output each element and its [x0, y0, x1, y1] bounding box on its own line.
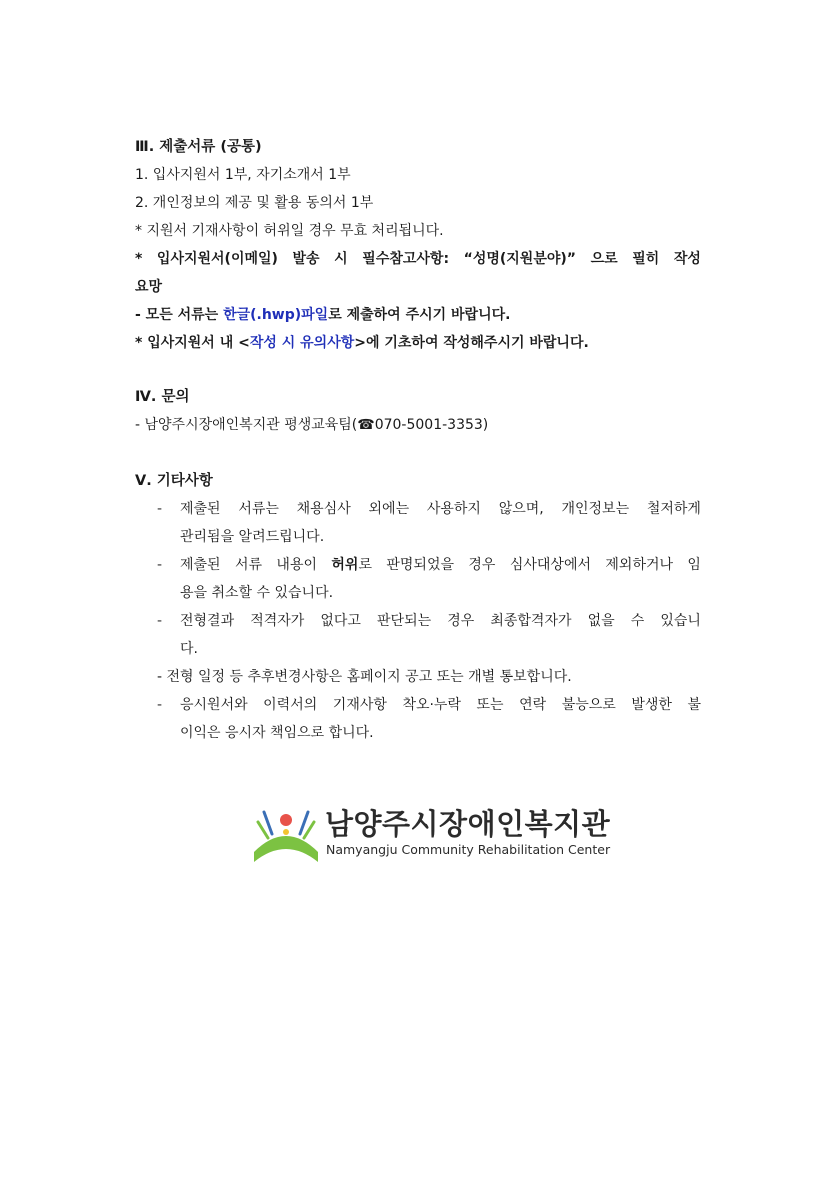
note3-highlight: 한글(.hwp)파일	[223, 307, 329, 323]
logo-name-english: Namyangju Community Rehabilitation Center	[326, 842, 611, 857]
section3-item2: 2. 개인정보의 제공 및 활용 동의서 1부	[135, 195, 374, 211]
item3-word: 적격자가	[250, 613, 305, 629]
item2-word: 내용이	[276, 557, 317, 573]
item1-word: 채용심사	[296, 501, 351, 517]
item1-word: 서류는	[238, 501, 279, 517]
note4-highlight: 작성 시 유의사항	[249, 335, 355, 351]
section4-contact: - 남양주시장애인복지관 평생교육팀(☎070-5001-3353)	[135, 417, 489, 433]
item3-word: 전형결과	[180, 613, 235, 629]
item2-word: 서류	[234, 557, 263, 573]
item2-word: 임	[687, 557, 701, 573]
item2-word: 제출된	[180, 557, 221, 573]
item5-word: 응시원서와	[180, 697, 248, 713]
item3-word: 최종합격자가	[490, 613, 572, 629]
note2-word: 입사지원서(이메일)	[156, 251, 278, 267]
item2-bold: 허위	[331, 557, 359, 573]
item1-word: 개인정보는	[561, 501, 630, 517]
section3-note4	[135, 334, 589, 352]
item1-word: 제출된	[180, 501, 221, 517]
note2-word: 필히	[632, 251, 660, 267]
section5-item3	[180, 612, 701, 630]
item2-bold-word	[331, 556, 372, 574]
item5-word: 불능으로	[561, 697, 616, 713]
item-dash: -	[157, 697, 163, 713]
section3-heading: Ⅲ. 제출서류 (공통)	[135, 139, 262, 155]
note2-word: 으로	[590, 251, 618, 267]
item3-word: 없다고	[320, 613, 361, 629]
item3-word: 판단되는	[377, 613, 432, 629]
item5-word: 착오·누락	[402, 697, 461, 713]
section3-note2-cont: 요망	[135, 279, 163, 295]
note3-post: 로 제출하여 주시기 바랍니다.	[328, 307, 511, 323]
item2-word: 심사대상에서	[509, 557, 591, 573]
item2-word: 판명되었을	[386, 557, 454, 573]
note3-pre: - 모든 서류는	[135, 307, 224, 323]
note2-word: 작성	[673, 251, 701, 267]
section5-item2-cont: 용을 취소할 수 있습니다.	[180, 585, 334, 601]
item2-word: 제외하거나	[605, 557, 674, 573]
logo-emblem-icon	[250, 802, 322, 866]
note4-post: >에 기초하여 작성해주시기 바랍니다.	[354, 335, 589, 351]
item3-word: 경우	[447, 613, 475, 629]
section5-item4: - 전형 일정 등 추후변경사항은 홈페이지 공고 또는 개별 통보합니다.	[157, 669, 572, 685]
note2-word: 발송	[292, 251, 320, 267]
item1-word: 사용하지	[426, 501, 481, 517]
item5-word: 또는	[476, 697, 504, 713]
section5-item1-cont: 관리됨을 알려드립니다.	[180, 529, 325, 545]
section5-item5-cont: 이익은 응시자 책임으로 합니다.	[180, 725, 374, 741]
section5-item2	[180, 556, 701, 574]
section5-item1	[180, 500, 701, 518]
note2-word: “성명(지원분야)”	[463, 251, 576, 267]
item3-word: 수	[630, 613, 645, 629]
item5-word: 이력서의	[263, 697, 318, 713]
item-dash: -	[157, 613, 163, 629]
section4-heading: Ⅳ. 문의	[135, 389, 190, 405]
section5-item5	[180, 696, 701, 714]
item-dash: -	[157, 557, 163, 573]
section5-heading: Ⅴ. 기타사항	[135, 473, 213, 489]
item3-word: 없을	[587, 613, 615, 629]
item1-word: 외에는	[368, 501, 410, 517]
note4-pre: * 입사지원서 내 <	[135, 335, 250, 351]
note2-word: 필수참고사항:	[362, 251, 450, 267]
item3-word: 있습니	[660, 613, 701, 629]
section3-note1: * 지원서 기재사항이 허위일 경우 무효 처리됩니다.	[135, 223, 444, 239]
item5-word: 기재사항	[332, 697, 387, 713]
item-dash: -	[157, 501, 163, 517]
note2-word: 시	[334, 251, 348, 267]
item2-word: 로	[358, 557, 372, 573]
item5-word: 불	[687, 697, 701, 713]
item5-word: 연락	[519, 697, 547, 713]
item2-word: 경우	[468, 557, 496, 573]
section3-note3	[135, 306, 510, 324]
section3-item1: 1. 입사지원서 1부, 자기소개서 1부	[135, 167, 351, 183]
item1-word: 않으며,	[498, 501, 544, 517]
note2-word: *	[135, 251, 143, 267]
section5-item3-cont: 다.	[180, 641, 198, 657]
item5-word: 발생한	[631, 697, 672, 713]
organization-logo	[250, 800, 611, 870]
logo-name-korean: 남양주시장애인복지관	[325, 807, 611, 841]
section3-note2	[135, 250, 701, 268]
item1-word: 철저하게	[646, 501, 701, 517]
